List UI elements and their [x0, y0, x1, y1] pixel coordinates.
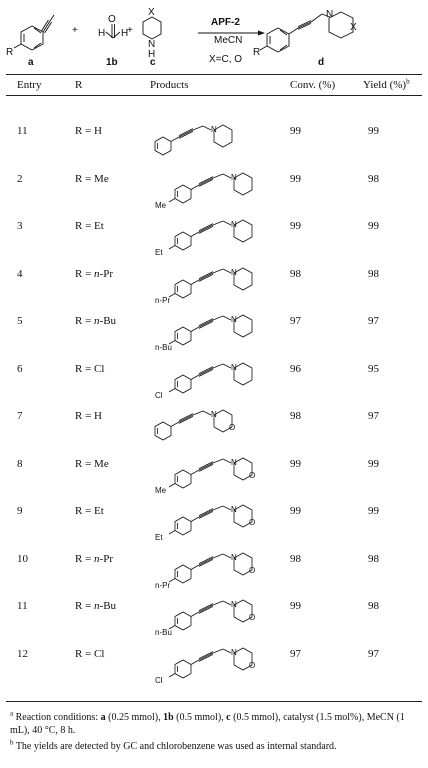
r-cell: R = Et [75, 220, 104, 232]
amine-h: H [148, 49, 156, 60]
product-structure [145, 209, 285, 259]
r-cell: R = Me [75, 172, 109, 185]
substituent-label: n-Pr [155, 295, 171, 305]
ring-n-label: N [231, 600, 237, 609]
ring-o-label: O [249, 613, 256, 622]
conv-cell: 98 [290, 267, 301, 280]
product-structure [145, 589, 285, 639]
entry-cell: 11 [17, 125, 28, 137]
product-structure [145, 114, 285, 164]
table-header-rule [6, 95, 422, 96]
product-structure [145, 257, 285, 307]
aldehyde-h1: H [98, 28, 106, 39]
r-cell: R = n-Pr [75, 552, 113, 565]
substituent-label: n-Bu [155, 628, 172, 637]
ring-o-label: O [249, 470, 256, 480]
ring-o-label: O [249, 518, 256, 527]
product-structure [145, 304, 285, 354]
yield-cell: 97 [368, 315, 379, 327]
r-cell: R = H [75, 125, 102, 137]
entry-cell: 6 [17, 362, 23, 375]
product-structure [145, 542, 285, 592]
catalyst-label: APF-2 [211, 17, 240, 28]
yield-cell: 95 [368, 362, 379, 375]
label-a: a [28, 57, 34, 68]
conv-cell: 97 [290, 315, 301, 327]
ring-n-label: N [231, 647, 237, 657]
footnote-a: $^a$ Reaction conditions: a (0.25 mmol), 1b (0.5 mmol), c (0.5 mmol), catalyst (1.5 mol%), MeCN (1 mL), 40 °C, 8 h. [10, 709, 405, 736]
r-group-label: R [6, 47, 14, 58]
ring-o-label: O [249, 660, 256, 670]
footnote-b: $^b$ The yields are detected by GC and chlorobenzene was used as internal standard. [10, 738, 337, 752]
ring-n-label: N [231, 457, 237, 467]
label-d: d [318, 57, 325, 68]
conv-cell: 99 [290, 457, 301, 470]
entry-cell: 12 [17, 647, 28, 660]
ring-n-label: N [211, 410, 217, 419]
ring-n-label: N [231, 362, 237, 372]
entry-cell: 5 [17, 315, 23, 327]
substituent-label: Et [155, 533, 163, 542]
yield-cell: 99 [368, 457, 379, 470]
entry-cell: 2 [17, 172, 23, 185]
conv-cell: 96 [290, 362, 301, 375]
header-products: Products [150, 79, 189, 91]
entry-cell: 3 [17, 220, 23, 232]
header-conv: Conv. (%) [290, 79, 336, 91]
label-c: c [150, 57, 156, 68]
reaction-scheme [0, 0, 428, 72]
yield-cell: 98 [368, 172, 379, 185]
aldehyde-h2: H [121, 28, 129, 39]
header-entry: Entry [17, 79, 42, 91]
yield-cell: 99 [368, 220, 379, 232]
r-cell: R = Me [75, 457, 109, 470]
header-r: R [75, 79, 83, 91]
r-cell: R = Et [75, 505, 104, 517]
entry-cell: 11 [17, 600, 28, 612]
conv-cell: 98 [290, 410, 301, 422]
solvent-label: MeCN [214, 35, 243, 46]
plus-sign: + [72, 25, 78, 36]
r-cell: R = H [75, 410, 102, 422]
product-structure [145, 637, 285, 687]
yield-cell: 97 [368, 410, 379, 422]
product-structure [145, 162, 285, 212]
ring-n-label: N [231, 552, 237, 562]
plus-sign: + [127, 25, 133, 36]
r-cell: R = Cl [75, 362, 105, 375]
ring-o-label: O [229, 423, 236, 432]
product-structure [145, 352, 285, 402]
r-cell: R = n-Bu [75, 600, 117, 612]
yield-cell: 98 [368, 600, 379, 612]
yield-cell: 98 [368, 552, 379, 565]
amine-n: N [148, 39, 156, 50]
ring-n-label: N [231, 220, 237, 229]
table-top-rule [6, 74, 422, 75]
header-yield: Yield (%)$^b$ [363, 77, 410, 91]
entry-cell: 4 [17, 267, 23, 280]
conv-cell: 97 [290, 647, 301, 660]
r-cell: R = n-Pr [75, 267, 113, 280]
substituent-label: Me [155, 485, 167, 495]
r-cell: R = n-Bu [75, 315, 117, 327]
product-x: X [350, 22, 357, 33]
yield-cell: 99 [368, 505, 379, 517]
substituent-label: n-Pr [155, 580, 171, 590]
condition-label: X=C, O [209, 54, 243, 65]
substituent-label: Cl [155, 675, 163, 685]
product-structure [145, 399, 285, 449]
entry-cell: 10 [17, 552, 28, 565]
label-1b: 1b [106, 57, 118, 68]
substituent-label: Et [155, 248, 163, 257]
ring-o-label: O [249, 565, 256, 575]
yield-cell: 98 [368, 267, 379, 280]
yield-cell: 97 [368, 647, 379, 660]
ring-n-label: N [231, 315, 237, 324]
yield-cell: 99 [368, 125, 379, 137]
r-group-label: R [253, 47, 261, 58]
entry-cell: 7 [17, 410, 23, 422]
table-bottom-rule [6, 701, 422, 702]
conv-cell: 99 [290, 125, 301, 137]
ring-n-label: N [231, 505, 237, 514]
ring-n-label: N [211, 125, 217, 134]
table-row [0, 647, 428, 697]
amine-x: X [148, 7, 155, 18]
product-structure [145, 494, 285, 544]
product-n: N [326, 9, 334, 20]
conv-cell: 99 [290, 600, 301, 612]
ring-n-label: N [231, 172, 237, 182]
aldehyde-o: O [108, 14, 116, 25]
entry-cell: 8 [17, 457, 23, 470]
conv-cell: 99 [290, 505, 301, 517]
ring-n-label: N [231, 267, 237, 277]
product-structure [145, 447, 285, 497]
entry-cell: 9 [17, 505, 23, 517]
substituent-label: Cl [155, 390, 163, 400]
conv-cell: 99 [290, 220, 301, 232]
conv-cell: 99 [290, 172, 301, 185]
substituent-label: Me [155, 200, 167, 210]
conv-cell: 98 [290, 552, 301, 565]
r-cell: R = Cl [75, 647, 105, 660]
substituent-label: n-Bu [155, 343, 172, 352]
